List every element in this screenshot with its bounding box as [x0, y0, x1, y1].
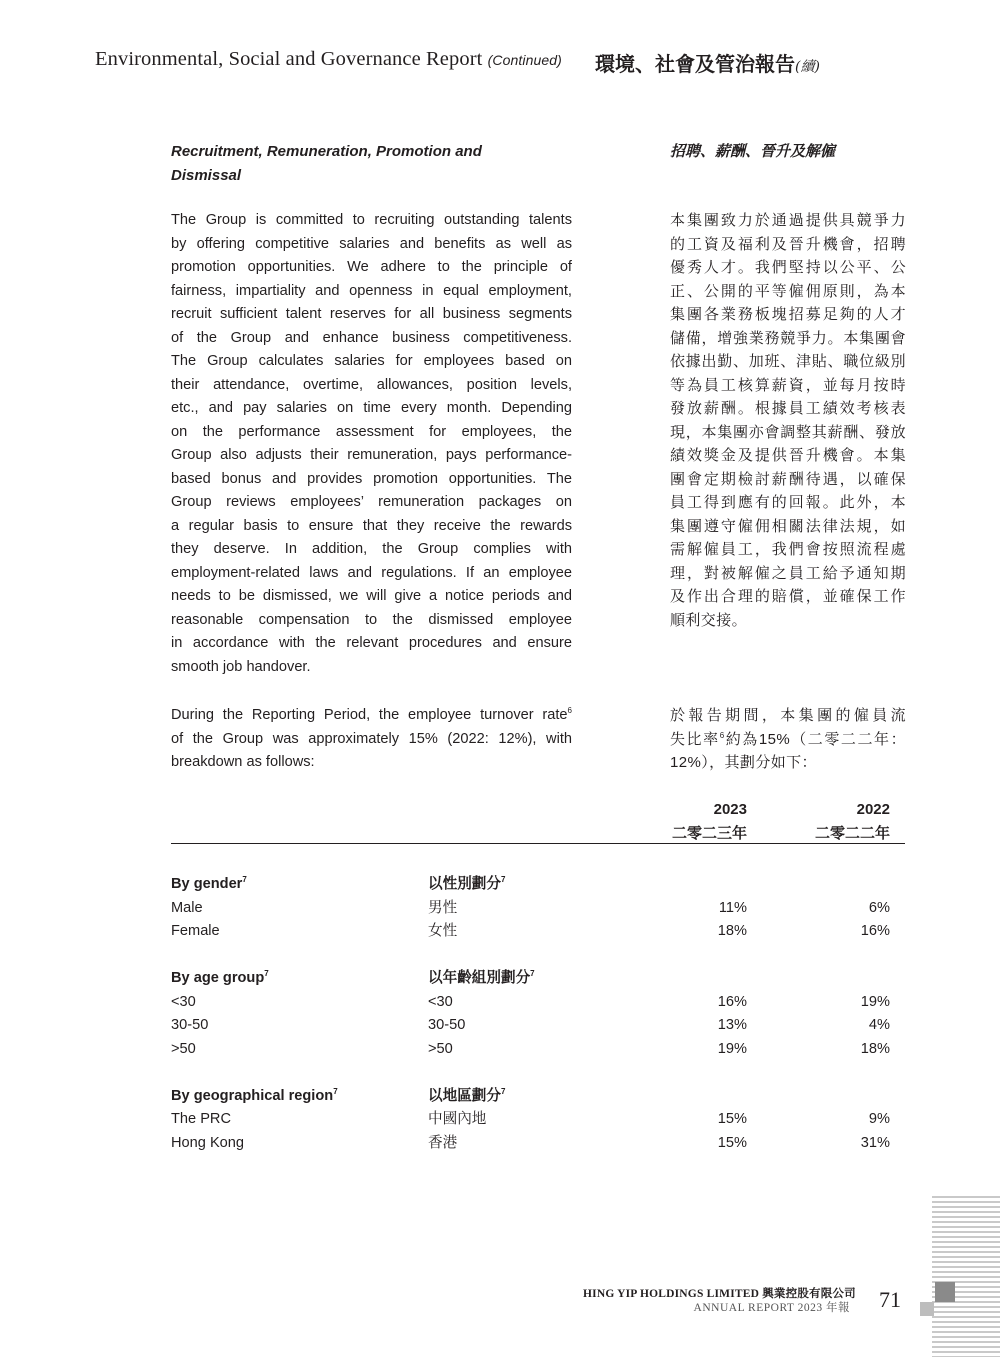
group-label-en-text: By geographical region — [171, 1087, 334, 1104]
paragraph-1-en-line: their attendance, overtime, allowances, position levels, — [171, 376, 572, 393]
paragraph-1-zh — [670, 209, 906, 632]
paragraph-2-en-line — [171, 704, 572, 728]
group-label-zh — [428, 967, 535, 991]
header-continued-en: (Continued) — [487, 52, 562, 68]
paragraph-2-en-line2: of the Group was approximately 15% (2022: 12%), with — [171, 730, 572, 747]
section-title-en-line1: Recruitment, Remuneration, Promotion and — [171, 143, 482, 160]
section-title-en — [171, 140, 571, 187]
group-label-en-text: By age group — [171, 970, 265, 986]
value-2022: 6% — [868, 899, 890, 916]
paragraph-1-zh-line: 依據出勤、加班、津貼、職位級別 — [670, 353, 906, 370]
group-label-zh-text: 以地區劃分 — [428, 1087, 501, 1104]
table-group-header — [171, 1085, 905, 1109]
table-row — [171, 1014, 905, 1038]
group-label-zh-text: 以性別劃分 — [428, 876, 501, 892]
paragraph-2-zh-line1: 於報告期間，本集團的僱員流 — [670, 707, 906, 724]
column-header-2023 — [640, 798, 747, 845]
header-continued-zh: (續) — [795, 59, 820, 75]
paragraph-1-zh-line: 發放薪酬。根據員工績效考核表 — [670, 400, 906, 417]
row-label-en: Hong Kong — [171, 1134, 245, 1151]
column-header-2022-en: 2022 — [856, 801, 890, 818]
table-header-rule — [171, 843, 905, 844]
table-row — [171, 920, 905, 944]
row-label-zh: 女性 — [428, 923, 458, 939]
decorative-stripes — [932, 1196, 1000, 1357]
paragraph-1-zh-line: 本集團致力於通過提供具競爭力 — [670, 212, 906, 229]
paragraph-1-zh-line: 優秀人才。我們堅持以公平、公 — [670, 259, 906, 276]
row-label-zh: 中國內地 — [428, 1111, 487, 1127]
paragraph-1-zh-line: 正、公開的平等僱佣原則，為本 — [670, 282, 906, 300]
paragraph-1-en-line: etc., and pay salaries on time every month. Depending — [171, 400, 572, 416]
paragraph-2-zh-line3: 12%），其劃分如下： — [670, 754, 817, 771]
decorative-square-light — [920, 1302, 934, 1316]
paragraph-1-en-line: fairness, impartiality and openness in equal employment, — [171, 282, 572, 299]
row-label-en: Male — [171, 899, 203, 916]
row-label-en: <30 — [171, 993, 196, 1010]
paragraph-1-zh-line: 集團各業務板塊招募足夠的人才 — [670, 306, 906, 323]
paragraph-1-en-line: they deserve. In addition, the Group complies with — [171, 541, 572, 557]
value-2023: 13% — [717, 1017, 747, 1033]
value-2023: 19% — [717, 1040, 747, 1057]
footnote-7-marker: 7 — [333, 1086, 338, 1096]
footnote-7-marker-zh: 7 — [500, 875, 506, 885]
paragraph-1-en-line: The Group calculates salaries for employees based on — [171, 353, 572, 369]
decorative-square-dark — [935, 1282, 955, 1302]
row-label-zh: 香港 — [428, 1134, 458, 1151]
paragraph-1-zh-line: 員工得到應有的回報。此外，本 — [670, 494, 906, 511]
paragraph-1-zh-line: 的工資及福利及晉升機會，招聘 — [670, 235, 906, 253]
footnote-7-marker-zh: 7 — [530, 969, 535, 979]
header-title-en-text: Environmental, Social and Governance Report — [95, 48, 483, 70]
paragraph-1-zh-line: 等為員工核算薪資，並每月按時 — [670, 376, 906, 394]
group-label-zh — [428, 873, 505, 897]
row-label-en: 30-50 — [171, 1017, 209, 1033]
row-label-en: Female — [171, 923, 220, 939]
table-group-header — [171, 967, 905, 991]
paragraph-1-en-line: based bonus and provides promotion opportunities. The — [171, 470, 572, 487]
group-label-en-text: By gender — [171, 876, 243, 892]
column-header-2022 — [783, 798, 890, 845]
paragraph-1-en-line: recruit sufficient talent reserves for all business segments — [171, 306, 572, 322]
group-label-zh-text: 以年齡組別劃分 — [428, 970, 531, 986]
paragraph-1-en-line: Group reviews employees’ remuneration packages on — [171, 494, 572, 510]
paragraph-1-en-line: of the Group and enhance business competitiveness. — [171, 329, 572, 346]
paragraph-1-zh-line: 理，對被解僱之員工給予通知期 — [670, 564, 906, 582]
value-2022: 18% — [860, 1040, 890, 1057]
row-label-en: >50 — [171, 1040, 196, 1057]
footer-company: HING YIP HOLDINGS LIMITED 興業控股有限公司 — [583, 1288, 856, 1300]
value-2022: 31% — [860, 1134, 890, 1151]
footnote-7-marker-zh: 7 — [500, 1086, 506, 1096]
footer-report: ANNUAL REPORT 2023 年報 — [693, 1302, 850, 1314]
paragraph-1-en — [171, 209, 572, 679]
paragraph-1-en-line: employment-related laws and regulations. If an employee — [171, 564, 572, 581]
section-title-zh: 招聘、薪酬、晉升及解僱 — [670, 143, 836, 160]
row-label-zh: <30 — [428, 993, 453, 1010]
value-2022: 4% — [868, 1017, 890, 1033]
paragraph-1-en-line: promotion opportunities. We adhere to the principle of — [171, 259, 572, 275]
footnote-6-marker-zh: 6 — [719, 730, 725, 740]
table-row — [171, 991, 905, 1015]
paragraph-2-zh-line2-post: 約為15%（二零二二年： — [724, 730, 906, 748]
paragraph-2-en-line1: During the Reporting Period, the employee turnover rate — [171, 707, 568, 723]
group-label-en — [171, 873, 247, 897]
value-2022: 16% — [860, 923, 890, 939]
paragraph-1-zh-line: 儲備，增強業務競爭力。本集團會 — [670, 329, 906, 347]
paragraph-2-en — [171, 704, 572, 775]
paragraph-2-zh — [670, 704, 906, 775]
paragraph-1-en-line: smooth job handover. — [171, 658, 311, 675]
paragraph-2-zh-line2-pre: 失比率 — [670, 730, 720, 748]
table-row — [171, 1038, 905, 1062]
section-title-en-line2: Dismissal — [171, 166, 242, 184]
paragraph-1-zh-line: 需解僱員工，我們會按照流程處 — [670, 541, 906, 558]
paragraph-1-en-line: The Group is committed to recruiting outstanding talents — [171, 212, 572, 228]
value-2022: 9% — [868, 1111, 890, 1127]
value-2023: 15% — [717, 1134, 747, 1151]
table-row — [171, 897, 905, 921]
paragraph-1-en-line: Group also adjusts their remuneration, pays performance- — [171, 447, 572, 463]
row-label-en: The PRC — [171, 1111, 232, 1127]
value-2022: 19% — [860, 993, 890, 1010]
footnote-7-marker: 7 — [242, 875, 247, 885]
paragraph-1-en-line: needs to be dismissed, we will give a notice periods and — [171, 588, 572, 604]
paragraph-1-zh-line: 團會定期檢討薪酬待遇，以確保 — [670, 470, 906, 488]
group-label-en — [171, 1085, 338, 1109]
value-2023: 11% — [718, 899, 747, 916]
table-row — [171, 1108, 905, 1132]
paragraph-1-en-line: a regular basis to ensure that they receive the rewards — [171, 517, 572, 534]
value-2023: 16% — [717, 993, 747, 1010]
paragraph-2-zh-line — [670, 728, 906, 752]
footnote-6-marker: 6 — [567, 706, 572, 716]
header-title-zh-text: 環境、社會及管治報告 — [595, 52, 795, 76]
row-label-zh: 30-50 — [428, 1017, 466, 1033]
paragraph-1-zh-line: 現，本集團亦會調整其薪酬、發放 — [670, 423, 906, 441]
footnote-7-marker: 7 — [264, 969, 269, 979]
table-row — [171, 1132, 905, 1156]
value-2023: 18% — [717, 923, 747, 939]
column-header-2023-en: 2023 — [713, 801, 747, 818]
paragraph-1-en-line: on the performance assessment for employees, the — [171, 423, 572, 440]
value-2023: 15% — [717, 1111, 747, 1127]
paragraph-2-en-line3: breakdown as follows: — [171, 754, 315, 770]
header-title-zh — [595, 48, 820, 77]
paragraph-1-en-line: in accordance with the relevant procedures and ensure — [171, 635, 572, 651]
table-group-header — [171, 873, 905, 897]
paragraph-1-zh-line: 及作出合理的賠償，並確保工作 — [670, 588, 906, 605]
paragraph-1-zh-line: 順利交接。 — [670, 611, 748, 629]
row-label-zh: >50 — [428, 1040, 453, 1057]
column-header-2022-zh: 二零二二年 — [814, 824, 890, 842]
page-number: 71 — [879, 1287, 901, 1312]
header-title-en — [95, 48, 562, 71]
paragraph-1-zh-line: 績效獎金及提供晉升機會。本集 — [670, 447, 906, 464]
group-label-zh — [428, 1085, 505, 1109]
group-label-en — [171, 967, 269, 991]
row-label-zh: 男性 — [428, 899, 458, 916]
paragraph-1-zh-line: 集團遵守僱佣相關法律法規，如 — [670, 517, 906, 535]
paragraph-1-en-line: by offering competitive salaries and benefits as well as — [171, 235, 572, 252]
paragraph-1-en-line: reasonable compensation to the dismissed employee — [171, 611, 572, 628]
column-header-2023-zh: 二零二三年 — [671, 824, 747, 842]
